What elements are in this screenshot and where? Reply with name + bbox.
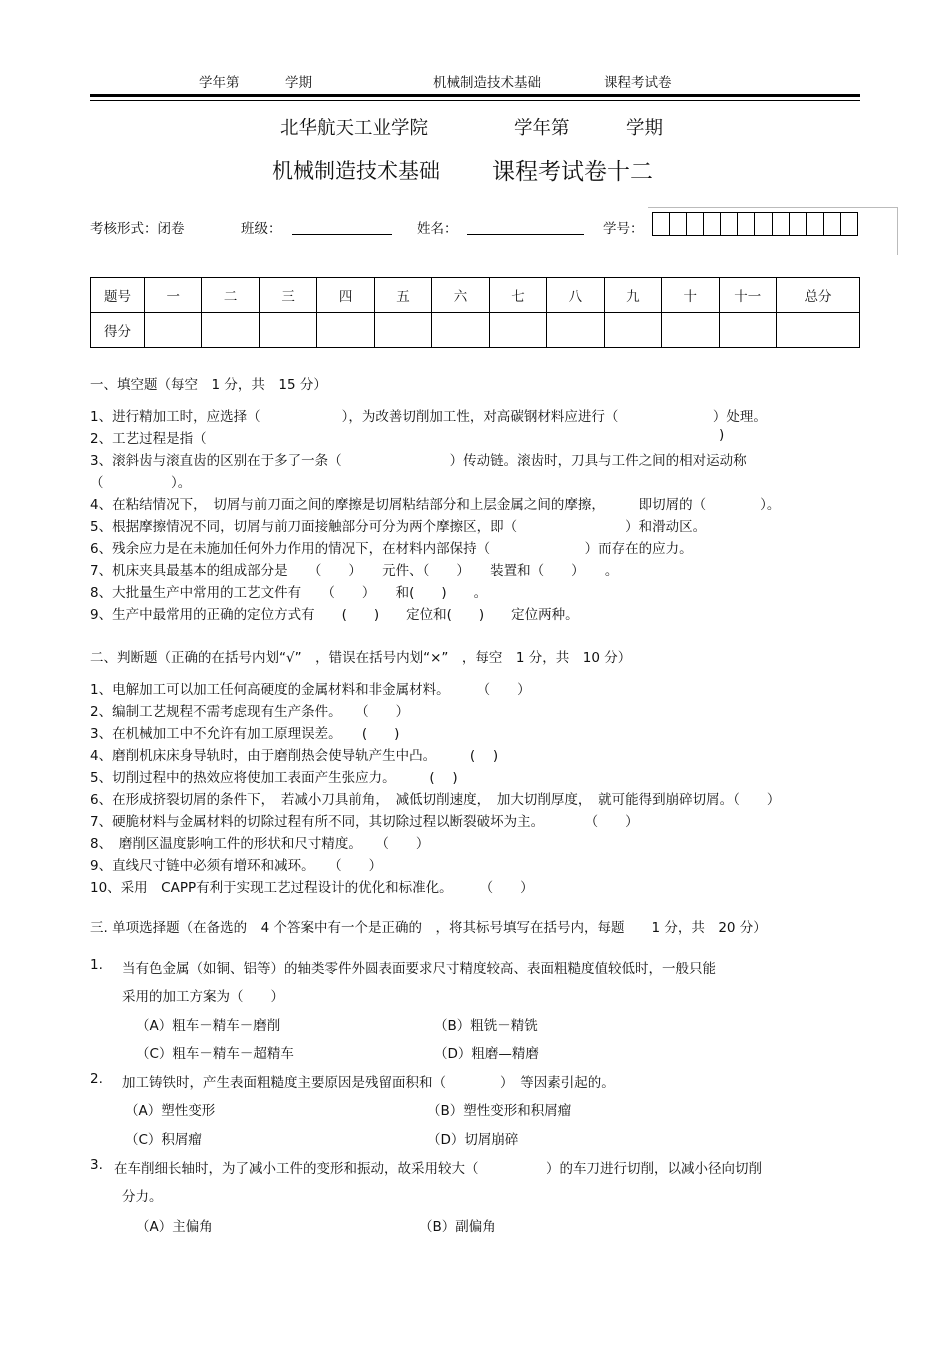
score-cell: 九 (604, 278, 661, 313)
score-cell: 一 (145, 278, 202, 313)
score-cell: 十 (662, 278, 719, 313)
score-input-cell[interactable] (202, 313, 259, 348)
score-input-cell[interactable] (662, 313, 719, 348)
s3-q2-number: 2. (90, 1071, 103, 1087)
score-cell: 八 (547, 278, 604, 313)
header-rule-thick (90, 94, 860, 97)
score-input-cell[interactable] (317, 313, 374, 348)
s3-q2-option-c[interactable]: （C）积屑瘤 (125, 1132, 202, 1148)
title-school: 北华航天工业学院 (280, 118, 429, 139)
running-header-year: 学年第 (199, 75, 240, 91)
score-cell: 四 (317, 278, 374, 313)
s1-question-3-cont: （ ）。 (90, 475, 192, 491)
s3-q2-stem: 加工铸铁时，产生表面粗糙度主要原因是残留面积和（ ） 等因素引起的。 (122, 1075, 615, 1091)
score-row-label: 得分 (91, 313, 145, 348)
s1-question-3: 3、滚斜齿与滚直齿的区别在于多了一条（ ）传动链。滚齿时，刀具与工件之间的相对运动称 (90, 453, 747, 469)
score-input-cell[interactable] (547, 313, 604, 348)
s3-q1-stem: 当有色金属（如铜、铝等）的轴类零件外圆表面要求尺寸精度较高、表面粗糙度值较低时，一般只能 (122, 961, 716, 977)
student-id-label: 学号： (603, 221, 644, 237)
section3-title: 三. 单项选择题（在备选的 4 个答案中有一个是正确的 ，将其标号填写在括号内，每题 1 分，共 20 分） (90, 920, 767, 936)
score-table (90, 277, 860, 348)
section2-title: 二、判断题（正确的在括号内划“√” ，错误在括号内划“×” ，每空 1 分，共 10 分） (90, 650, 632, 666)
s3-q1-option-d[interactable]: （D）粗磨—精磨 (434, 1046, 539, 1062)
score-cell: 五 (374, 278, 431, 313)
s3-q3-option-b[interactable]: （B）副偏角 (419, 1219, 496, 1235)
s1-question-2-close: ) (719, 427, 725, 443)
s1-question-5: 5、根据摩擦情况不同，切屑与前刀面接触部分可分为两个摩擦区，即（ ）和滑动区。 (90, 519, 707, 535)
student-id-boxes[interactable] (652, 212, 858, 236)
s1-question-1: 1、进行精加工时，应选择（ ），为改善切削加工性，对高碳钢材料应进行（ ）处理。 (90, 409, 767, 425)
score-input-cell[interactable] (374, 313, 431, 348)
s2-question-9: 9、直线尺寸链中必须有增环和减环。 （ ） (90, 858, 383, 874)
title-course: 机械制造技术基础 (272, 159, 440, 183)
s3-q3-stem: 在车削细长轴时，为了减小工件的变形和振动，故采用较大（ ）的车刀进行切削，以减小径向切削 (114, 1161, 762, 1177)
s3-q1-number: 1. (90, 957, 103, 973)
s3-q1-stem-cont: 采用的加工方案为（ ） (122, 989, 284, 1005)
name-label: 姓名： (417, 221, 458, 237)
title-term: 学期 (626, 118, 664, 139)
s1-question-4: 4、在粘结情况下， 切屑与前刀面之间的摩擦是切屑粘结部分和上层金属之间的摩擦， 即切屑的（ ）。 (90, 497, 781, 513)
s2-question-4: 4、磨削机床床身导轨时，由于磨削热会使导轨产生中凸。 ( ) (90, 748, 499, 764)
s1-question-6: 6、残余应力是在未施加任何外力作用的情况下，在材料内部保持（ ）而存在的应力。 (90, 541, 693, 557)
s3-q2-option-a[interactable]: （A）塑性变形 (125, 1103, 216, 1119)
score-cell: 六 (432, 278, 489, 313)
running-header-paper: 课程考试卷 (604, 75, 672, 91)
s2-question-8: 8、 磨削区温度影响工件的形状和尺寸精度。 （ ） (90, 836, 430, 852)
s1-question-9: 9、生产中最常用的正确的定位方式有 ( ) 定位和( ) 定位两种。 (90, 607, 579, 623)
s1-question-2: 2、工艺过程是指（ (90, 431, 207, 447)
running-header-term: 学期 (285, 75, 312, 91)
s1-question-7: 7、机床夹具最基本的组成部分是 （ ） 元件、（ ） 装置和（ ） 。 (90, 563, 619, 579)
s2-question-3: 3、在机械加工中不允许有加工原理误差。 ( ) (90, 726, 400, 742)
score-table-score-row (91, 313, 860, 348)
s2-question-1: 1、电解加工可以加工任何高硬度的金属材料和非金属材料。 （ ） (90, 682, 531, 698)
score-input-cell[interactable] (604, 313, 661, 348)
score-cell: 总分 (777, 278, 860, 313)
score-input-cell[interactable] (489, 313, 546, 348)
title-year: 学年第 (514, 118, 570, 139)
score-input-cell[interactable] (777, 313, 860, 348)
name-field[interactable] (467, 234, 584, 235)
s3-q3-number: 3. (90, 1157, 103, 1173)
section1-title: 一、填空题（每空 1 分，共 15 分） (90, 377, 327, 393)
s3-q1-option-b[interactable]: （B）粗铣－精铣 (434, 1018, 538, 1034)
score-input-cell[interactable] (719, 313, 776, 348)
s1-question-8: 8、大批量生产中常用的工艺文件有 （ ） 和( ) 。 (90, 585, 488, 601)
s3-q2-option-b[interactable]: （B）塑性变形和积屑瘤 (427, 1103, 572, 1119)
score-cell: 七 (489, 278, 546, 313)
exam-mode: 考核形式：闭卷 (90, 221, 185, 237)
s3-q1-option-c[interactable]: （C）粗车－精车－超精车 (136, 1046, 294, 1062)
s2-question-10: 10、采用 CAPP有利于实现工艺过程设计的优化和标准化。 （ ） (90, 880, 534, 896)
score-input-cell[interactable] (259, 313, 316, 348)
s3-q3-stem-cont: 分力。 (122, 1189, 163, 1205)
title-paper: 课程考试卷十二 (492, 159, 653, 185)
class-label: 班级： (241, 221, 282, 237)
score-cell: 题号 (91, 278, 145, 313)
score-input-cell[interactable] (145, 313, 202, 348)
running-header-course: 机械制造技术基础 (433, 75, 541, 91)
score-cell: 二 (202, 278, 259, 313)
header-rule-thin (90, 100, 860, 101)
score-input-cell[interactable] (432, 313, 489, 348)
s3-q3-option-a[interactable]: （A）主偏角 (136, 1219, 213, 1235)
class-field[interactable] (292, 234, 392, 235)
score-cell: 十一 (719, 278, 776, 313)
score-table-header-row (91, 278, 860, 313)
s3-q1-option-a[interactable]: （A）粗车－精车－磨削 (136, 1018, 281, 1034)
s2-question-2: 2、编制工艺规程不需考虑现有生产条件。 （ ） (90, 704, 410, 720)
s2-question-7: 7、硬脆材料与金属材料的切除过程有所不同，其切除过程以断裂破坏为主。 （ ） (90, 814, 639, 830)
s3-q2-option-d[interactable]: （D）切屑崩碎 (427, 1132, 519, 1148)
s2-question-5: 5、切削过程中的热效应将使加工表面产生张应力。 ( ) (90, 770, 458, 786)
s2-question-6: 6、在形成挤裂切屑的条件下， 若减小刀具前角， 减低切削速度， 加大切削厚度， 就可能得到崩碎切屑。（ ） (90, 792, 781, 808)
score-cell: 三 (259, 278, 316, 313)
